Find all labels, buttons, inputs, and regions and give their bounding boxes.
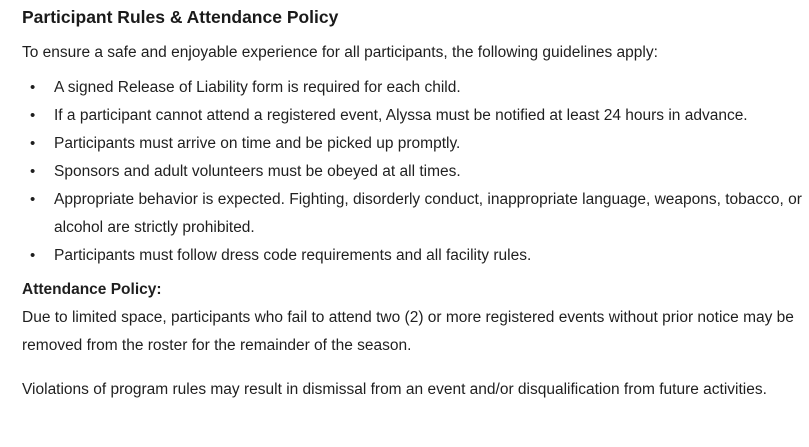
bullet-icon: • xyxy=(30,135,36,152)
rule-text: Participants must arrive on time and be picked up promptly. xyxy=(54,135,461,152)
list-item xyxy=(22,186,802,242)
violations-paragraph: Violations of program rules may result in dismissal from an event and/or disqualification from future activities. xyxy=(22,381,767,398)
bullet-icon: • xyxy=(30,79,36,96)
attendance-policy-heading: Attendance Policy: xyxy=(22,281,162,298)
bullet-icon: • xyxy=(30,247,36,264)
list-item xyxy=(22,242,802,270)
bullet-icon: • xyxy=(30,107,36,124)
bullet-icon: • xyxy=(30,191,36,208)
list-item xyxy=(22,102,802,130)
intro-paragraph: To ensure a safe and enjoyable experience for all participants, the following guidelines apply: xyxy=(22,44,658,61)
rule-text: If a participant cannot attend a registered event, Alyssa must be notified at least 24 hours in advance. xyxy=(54,107,748,124)
rule-text: Appropriate behavior is expected. Fighting, disorderly conduct, inappropriate language, weapons, tobacco, or alcohol are strictly prohibited. xyxy=(54,191,802,236)
rule-text: Participants must follow dress code requirements and all facility rules. xyxy=(54,247,532,264)
list-item xyxy=(22,158,802,186)
list-item xyxy=(22,74,802,102)
rule-text: A signed Release of Liability form is required for each child. xyxy=(54,79,461,96)
bullet-icon: • xyxy=(30,163,36,180)
rules-list xyxy=(22,74,802,270)
page-title: Participant Rules & Attendance Policy xyxy=(22,7,339,27)
attendance-policy-text: Due to limited space, participants who fail to attend two (2) or more registered events without prior notice may be removed from the roster for the remainder of the season. xyxy=(22,309,794,354)
list-item xyxy=(22,130,802,158)
rule-text: Sponsors and adult volunteers must be obeyed at all times. xyxy=(54,163,461,180)
